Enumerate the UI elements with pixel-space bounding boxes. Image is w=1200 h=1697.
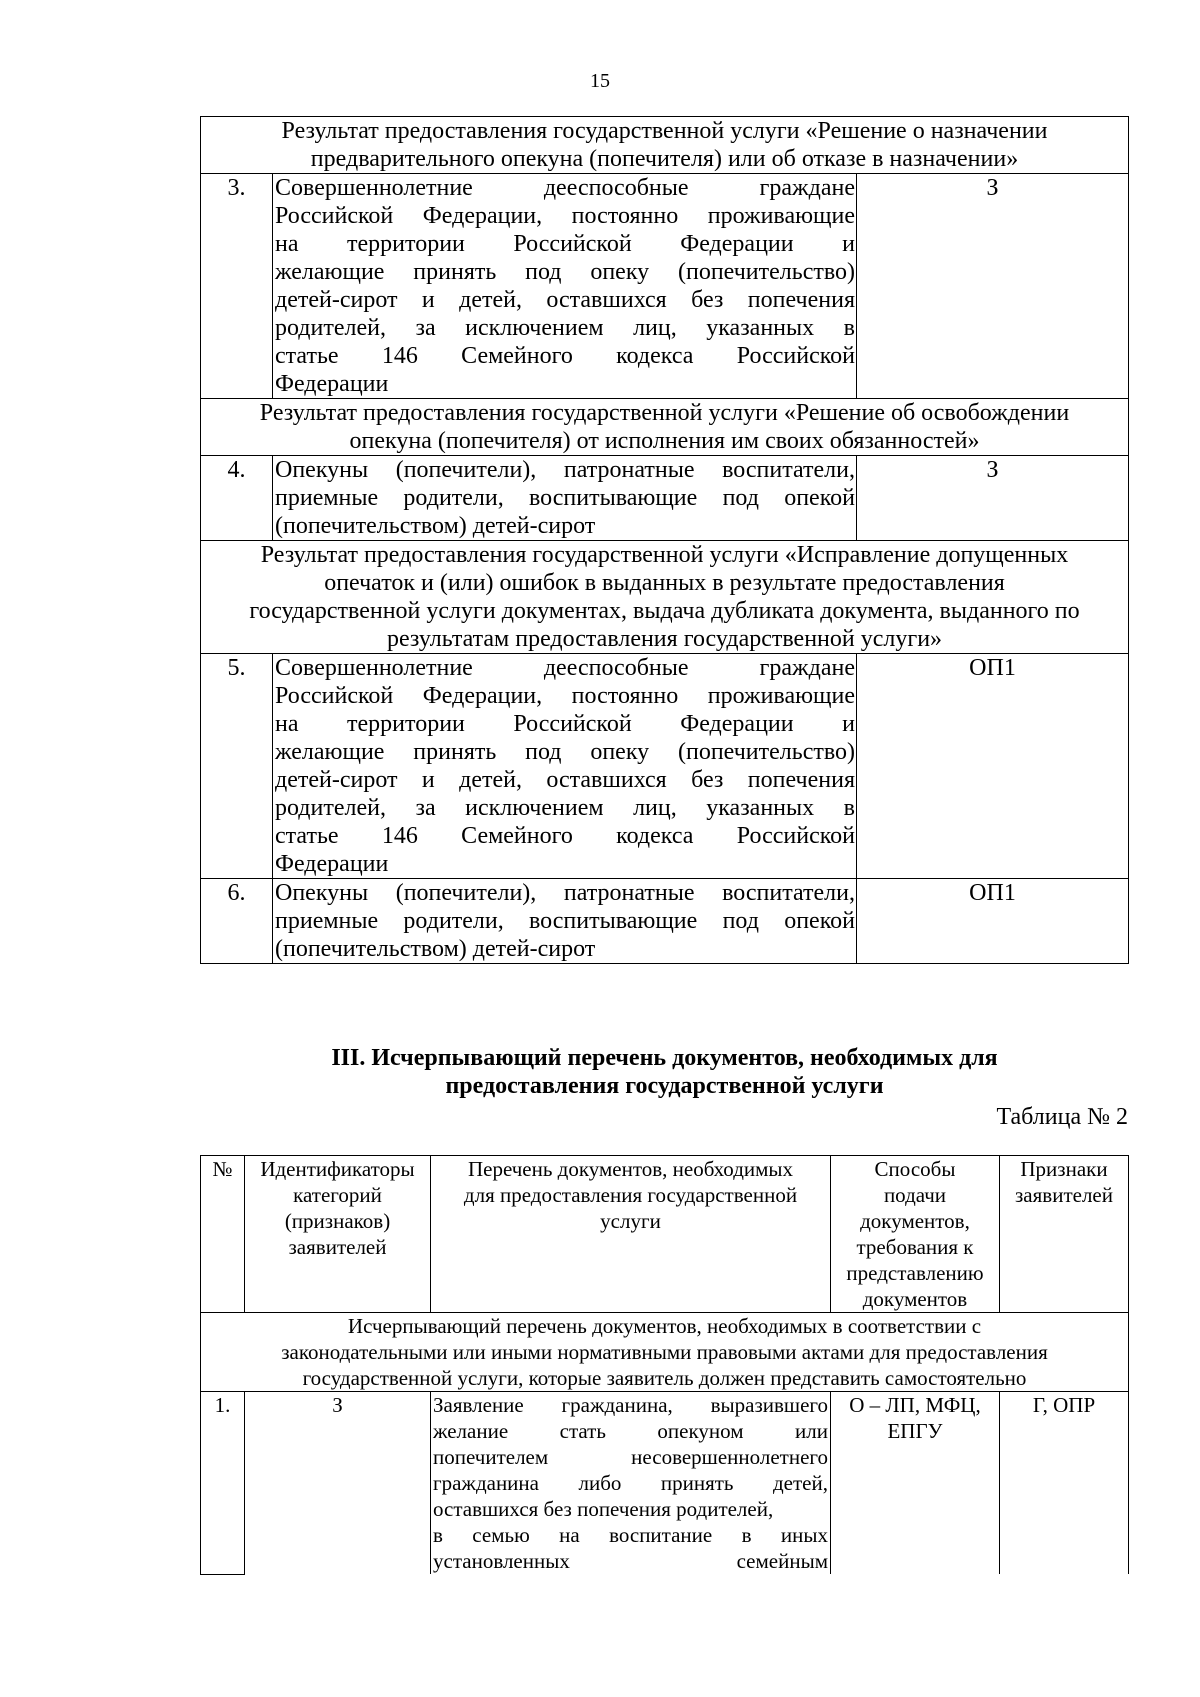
applicant-category-line: Опекуны (попечители), патронатные воспитатели, bbox=[275, 457, 855, 483]
result-heading bbox=[201, 117, 1129, 174]
subheader-line: законодательными или иными нормативными правовыми актами для предоставления bbox=[281, 1340, 1048, 1364]
row-ways-line: О – ЛП, МФЦ, bbox=[849, 1393, 981, 1417]
applicant-category-line: статье 146 Семейного кодекса Российской bbox=[275, 823, 855, 849]
header-line: (признаков) bbox=[284, 1209, 391, 1233]
table-row bbox=[201, 456, 1129, 541]
applicant-categories-table-continued bbox=[200, 116, 1129, 964]
header-line: Способы bbox=[874, 1157, 956, 1181]
row-document-line: гражданина либо принять детей, bbox=[433, 1471, 828, 1495]
row-document-line: Заявление гражданина, выразившего bbox=[433, 1393, 828, 1417]
category-code: ОП1 bbox=[857, 654, 1129, 879]
applicant-category bbox=[273, 456, 857, 541]
applicant-category-line: желающие принять под опеку (попечительство) bbox=[275, 739, 855, 765]
row-number: 3. bbox=[201, 174, 273, 399]
header-line: услуги bbox=[600, 1209, 661, 1233]
row-document bbox=[431, 1392, 831, 1575]
applicant-category bbox=[273, 174, 857, 399]
row-number: 6. bbox=[201, 879, 273, 964]
applicant-category-line: статье 146 Семейного кодекса Российской bbox=[275, 343, 855, 369]
section-title-line: III. Исчерпывающий перечень документов, необходимых для bbox=[331, 1045, 998, 1071]
header-line: требования к bbox=[856, 1235, 974, 1259]
subheader-cell bbox=[201, 1313, 1129, 1392]
row-document-line: желание стать опекуном или bbox=[433, 1419, 828, 1443]
row-document-line: оставшихся без попечения родителей, bbox=[433, 1497, 774, 1521]
result-heading-line: Результат предоставления государственной услуги «Решение о назначении bbox=[281, 118, 1048, 144]
header-line: категорий bbox=[293, 1183, 382, 1207]
result-heading-line: результатам предоставления государственной услуги» bbox=[386, 626, 943, 652]
applicant-category-line: желающие принять под опеку (попечительство) bbox=[275, 259, 855, 285]
row-document-line: в семью на воспитание в иных bbox=[433, 1523, 828, 1547]
header-line: документов bbox=[862, 1287, 968, 1311]
header-identifiers bbox=[245, 1156, 431, 1313]
subheader-line: Исчерпывающий перечень документов, необходимых в соответствии с bbox=[347, 1314, 982, 1338]
header-line: заявителей bbox=[1015, 1183, 1113, 1207]
row-identifier: З bbox=[245, 1392, 431, 1575]
table-row bbox=[201, 1392, 1129, 1575]
applicant-category-line: родителей, за исключением лиц, указанных в bbox=[275, 315, 855, 341]
result-heading-line: Результат предоставления государственной услуги «Исправление допущенных bbox=[260, 542, 1069, 568]
category-code: З bbox=[857, 456, 1129, 541]
header-number: № bbox=[201, 1156, 245, 1313]
applicant-category-line: Совершеннолетние дееспособные граждане bbox=[275, 655, 855, 681]
header-line: подачи bbox=[883, 1183, 947, 1207]
subheader-line: государственной услуги, которые заявитель должен представить самостоятельно bbox=[302, 1366, 1027, 1390]
header-documents-list bbox=[431, 1156, 831, 1313]
header-submission-ways bbox=[831, 1156, 1000, 1313]
result-heading-line: Результат предоставления государственной услуги «Решение об освобождении bbox=[259, 400, 1070, 426]
header-line: Идентификаторы bbox=[260, 1157, 415, 1181]
applicant-category-line: (попечительством) детей-сирот bbox=[275, 936, 596, 962]
applicant-category-line: приемные родители, воспитывающие под опекой bbox=[275, 908, 855, 934]
applicant-category-line: детей-сирот и детей, оставшихся без попечения bbox=[275, 287, 855, 313]
row-document-line: установленных семейным bbox=[433, 1549, 828, 1573]
section-title-line: предоставления государственной услуги bbox=[445, 1073, 884, 1099]
applicant-category-line: Федерации bbox=[275, 851, 389, 877]
applicant-category-line: (попечительством) детей-сирот bbox=[275, 513, 596, 539]
result-heading-line: опечаток и (или) ошибок в выданных в результате предоставления bbox=[324, 570, 1005, 596]
category-code: З bbox=[857, 174, 1129, 399]
result-heading bbox=[201, 399, 1129, 456]
documents-table bbox=[200, 1155, 1129, 1575]
result-heading-row bbox=[201, 399, 1129, 456]
header-line: документов, bbox=[860, 1209, 970, 1233]
header-line: заявителей bbox=[288, 1235, 387, 1259]
header-line: для предоставления государственной bbox=[463, 1183, 798, 1207]
table-row bbox=[201, 879, 1129, 964]
page-number: 15 bbox=[590, 70, 610, 92]
row-number: 4. bbox=[201, 456, 273, 541]
result-heading-line: предварительного опекуна (попечителя) или об отказе в назначении» bbox=[310, 146, 1019, 172]
applicant-category bbox=[273, 654, 857, 879]
applicant-category-line: Российской Федерации, постоянно проживающие bbox=[275, 203, 855, 229]
result-heading-row bbox=[201, 117, 1129, 174]
row-number: 5. bbox=[201, 654, 273, 879]
result-heading-line: опекуна (попечителя) от исполнения им своих обязанностей» bbox=[349, 428, 980, 454]
header-line: Перечень документов, необходимых bbox=[467, 1157, 794, 1181]
applicant-category-line: Совершеннолетние дееспособные граждане bbox=[275, 175, 855, 201]
result-heading-row bbox=[201, 541, 1129, 654]
applicant-category-line: Опекуны (попечители), патронатные воспитатели, bbox=[275, 880, 855, 906]
row-submission-ways bbox=[831, 1392, 1000, 1575]
header-line: Признаки bbox=[1020, 1157, 1108, 1181]
result-heading bbox=[201, 541, 1129, 654]
table-row bbox=[201, 174, 1129, 399]
applicant-category-line: детей-сирот и детей, оставшихся без попечения bbox=[275, 767, 855, 793]
result-heading-line: государственной услуги документах, выдача дубликата документа, выданного по bbox=[249, 598, 1080, 624]
applicant-category-line: на территории Российской Федерации и bbox=[275, 231, 855, 257]
category-code: ОП1 bbox=[857, 879, 1129, 964]
applicant-category-line: Российской Федерации, постоянно проживающие bbox=[275, 683, 855, 709]
applicant-category-line: родителей, за исключением лиц, указанных в bbox=[275, 795, 855, 821]
section-title bbox=[200, 1044, 1129, 1100]
table-row bbox=[201, 654, 1129, 879]
applicant-category-line: на территории Российской Федерации и bbox=[275, 711, 855, 737]
table-label: Таблица № 2 bbox=[996, 1104, 1128, 1130]
header-line: представлению bbox=[846, 1261, 984, 1285]
row-ways-line: ЕПГУ bbox=[887, 1419, 943, 1443]
header-applicant-signs bbox=[1000, 1156, 1129, 1313]
row-number: 1. bbox=[201, 1392, 245, 1575]
applicant-category bbox=[273, 879, 857, 964]
applicant-category-line: приемные родители, воспитывающие под опекой bbox=[275, 485, 855, 511]
row-applicant-signs: Г, ОПР bbox=[1000, 1392, 1129, 1575]
documents-table-header bbox=[201, 1156, 1129, 1313]
row-document-line: попечителем несовершеннолетнего bbox=[433, 1445, 828, 1469]
applicant-category-line: Федерации bbox=[275, 371, 389, 397]
documents-table-subheader bbox=[201, 1313, 1129, 1392]
